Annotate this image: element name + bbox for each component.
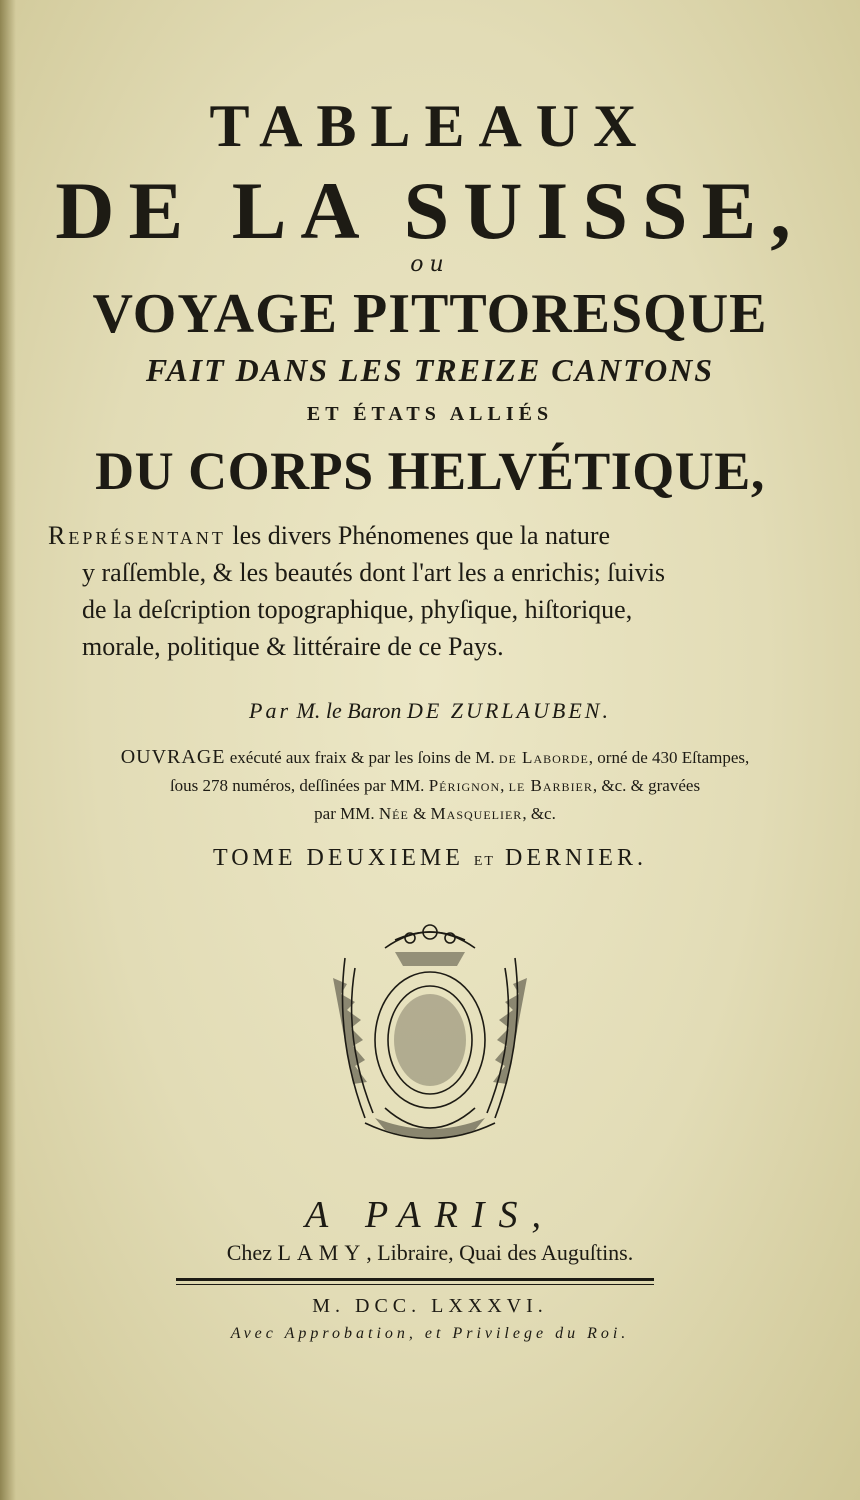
ouvrage-masquelier: Masquelier — [430, 804, 523, 823]
ouvrage-row-1 — [40, 743, 830, 772]
author-title: M. le Baron — [296, 698, 402, 723]
ouvrage-perignon: Pérignon — [428, 776, 501, 795]
imprint-rule-thin — [176, 1284, 654, 1285]
ouvrage-row-2-b: , &c. & gravées — [592, 776, 701, 795]
ouvrage-lead: OUVRAGE — [120, 746, 226, 768]
imprint-chez: Chez — [226, 1240, 278, 1265]
ouvrage-row-3 — [40, 800, 830, 828]
title-line-6: DU CORPS HELVÉTIQUE, — [95, 441, 765, 501]
imprint-date: M. DCC. LXXXVI. — [312, 1295, 548, 1317]
ouvrage-sep: , — [500, 776, 509, 795]
title-line-1: TABLEAUX — [209, 93, 651, 159]
title-line-5: ET ÉTATS ALLIÉS — [306, 403, 554, 425]
description-row-1 — [48, 517, 800, 554]
ouvrage-row-3-a: par MM. — [314, 804, 379, 823]
volume-a: TOME DEUXIEME — [213, 845, 474, 871]
imprint-address: , Libraire, Quai des Auguſtins. — [366, 1240, 634, 1265]
volume-b: DERNIER. — [494, 845, 647, 871]
imprint-publisher — [0, 1240, 860, 1266]
ouvrage-row-2-a: ſous 278 numéros, deſſinées par MM. — [169, 776, 429, 795]
ouvrage-amp: & — [408, 804, 431, 823]
ouvrage-barbier: le Barbier — [508, 776, 593, 795]
title-line-4: FAIT DANS LES TREIZE CANTONS — [145, 352, 715, 388]
title-line-2: DE LA SUISSE, — [55, 165, 805, 256]
coat-of-arms-emblem — [325, 918, 535, 1150]
description-paragraph — [48, 517, 800, 665]
description-row-4: morale, politique & littéraire de ce Pays. — [82, 632, 504, 661]
description-row-2: y raſſemble, & les beautés dont l'art les a enrichis; ſuivis — [82, 558, 666, 587]
ouvrage-row-1-b: , orné de 430 Eſtampes, — [588, 748, 750, 767]
title-line-3: VOYAGE PITTORESQUE — [92, 283, 768, 345]
description-lead: Représentant — [48, 521, 226, 550]
ouvrage-row-1-a: exécuté aux fraix & par les ſoins de M. — [225, 748, 499, 767]
ouvrage-laborde: de Laborde — [498, 748, 589, 767]
imprint-privilege: Avec Approbation, et Privilege du Roi. — [230, 1325, 630, 1342]
imprint-city: A PARIS, — [305, 1194, 555, 1236]
ouvrage-paragraph — [40, 743, 830, 828]
title-or: ou — [410, 252, 450, 277]
author-surname: DE ZURLAUBEN. — [406, 698, 611, 723]
description-row-1-text: les divers Phénomenes que la nature — [225, 521, 611, 550]
imprint-rule-thick — [176, 1278, 654, 1281]
volume-et: ET — [473, 854, 495, 869]
ouvrage-row-2 — [40, 772, 830, 800]
volume-line — [0, 845, 860, 872]
imprint-lamy: LAMY — [277, 1240, 367, 1265]
ouvrage-row-3-b: , &c. — [522, 804, 556, 823]
ouvrage-nee: Née — [378, 804, 409, 823]
description-row-3: de la deſcription topographique, phyſique, hiſtorique, — [82, 595, 633, 624]
author-line — [0, 698, 860, 724]
author-par: Par — [249, 698, 292, 723]
